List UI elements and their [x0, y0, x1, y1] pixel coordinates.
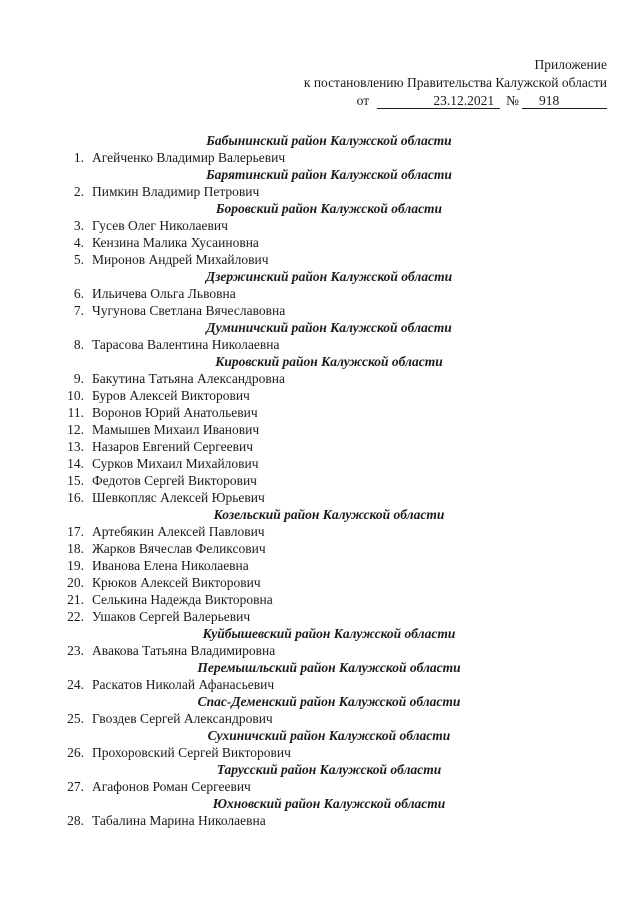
- list-item: [0, 591, 640, 608]
- list-item: [0, 302, 640, 319]
- list-item: [0, 234, 640, 251]
- person-name: Иванова Елена Николаевна: [92, 558, 249, 573]
- person-name: Федотов Сергей Викторович: [92, 473, 257, 488]
- district-heading: Юхновский район Калужской области: [212, 796, 446, 811]
- person-name: Сурков Михаил Михайлович: [92, 456, 259, 471]
- item-number: 15.: [67, 473, 84, 488]
- district-heading: Спас-Деменский район Калужской области: [197, 694, 461, 709]
- district-heading: Перемышльский район Калужской области: [197, 660, 461, 675]
- resolution-reference: [247, 92, 607, 110]
- appendix-header: [247, 56, 607, 110]
- item-number: 14.: [67, 456, 84, 471]
- item-number: 28.: [67, 813, 84, 828]
- person-name: Агафонов Роман Сергеевич: [92, 779, 251, 794]
- list-item: [0, 574, 640, 591]
- item-number: 11.: [67, 405, 84, 420]
- person-name: Гусев Олег Николаевич: [92, 218, 228, 233]
- person-name: Назаров Евгений Сергеевич: [92, 439, 253, 454]
- list-item: [0, 523, 640, 540]
- list-item: [0, 387, 640, 404]
- item-number: 12.: [67, 422, 84, 437]
- list-item: [0, 489, 640, 506]
- item-number: 25.: [67, 711, 84, 726]
- person-name: Бакутина Татьяна Александровна: [92, 371, 286, 386]
- district-heading: Дзержинский район Калужской области: [205, 269, 453, 284]
- person-name: Миронов Андрей Михайлович: [92, 252, 269, 267]
- item-number: 10.: [67, 388, 84, 403]
- list-item: [0, 778, 640, 795]
- list-item: [0, 744, 640, 761]
- appendix-title: Приложение: [534, 57, 607, 72]
- list-item: [0, 404, 640, 421]
- person-name: Селькина Надежда Викторовна: [92, 592, 273, 607]
- item-number: 24.: [67, 677, 84, 692]
- list-item: [0, 455, 640, 472]
- person-name: Авакова Татьяна Владимировна: [92, 643, 276, 658]
- item-number: 5.: [73, 252, 84, 267]
- list-item: [0, 438, 640, 455]
- item-number: 23.: [67, 643, 84, 658]
- item-number: 13.: [67, 439, 84, 454]
- list-item: [0, 421, 640, 438]
- person-name: Артебякин Алексей Павлович: [92, 524, 265, 539]
- person-name: Крюков Алексей Викторович: [92, 575, 261, 590]
- district-heading: Думиничский район Калужской области: [206, 320, 452, 335]
- district-heading: Тарусский район Калужской области: [216, 762, 442, 777]
- item-number: 2.: [73, 184, 84, 199]
- item-number: 27.: [67, 779, 84, 794]
- list-item: [0, 710, 640, 727]
- item-number: 16.: [67, 490, 84, 505]
- item-number: 1.: [73, 150, 84, 165]
- person-name: Буров Алексей Викторович: [92, 388, 250, 403]
- resolution-date: 23.12.2021: [377, 93, 500, 109]
- person-name: Прохоровский Сергей Викторович: [92, 745, 291, 760]
- district-heading: Барятинский район Калужской области: [206, 167, 452, 182]
- item-number: 18.: [67, 541, 84, 556]
- list-item: [0, 540, 640, 557]
- item-number: 26.: [67, 745, 84, 760]
- person-name: Табалина Марина Николаевна: [92, 813, 266, 828]
- item-number: 21.: [67, 592, 84, 607]
- person-name: Кензина Малика Хусаиновна: [92, 235, 259, 250]
- list-item: [0, 336, 640, 353]
- item-number: 19.: [67, 558, 84, 573]
- district-heading: Сухиничский район Калужской области: [207, 728, 451, 743]
- list-item: [0, 285, 640, 302]
- list-item: [0, 149, 640, 166]
- appendix-subtitle: к постановлению Правительства Калужской области: [303, 75, 607, 90]
- list-item: [0, 676, 640, 693]
- item-number: 22.: [67, 609, 84, 624]
- number-label: №: [506, 93, 519, 108]
- person-name: Жарков Вячеслав Феликсович: [92, 541, 266, 556]
- list-item: [0, 183, 640, 200]
- list-item: [0, 608, 640, 625]
- resolution-number: 918: [522, 93, 607, 109]
- item-number: 3.: [73, 218, 84, 233]
- item-number: 8.: [73, 337, 84, 352]
- person-name: Ильичева Ольга Львовна: [92, 286, 236, 301]
- person-name: Тарасова Валентина Николаевна: [92, 337, 280, 352]
- district-heading: Кировский район Калужской области: [215, 354, 443, 369]
- item-number: 17.: [67, 524, 84, 539]
- list-item: [0, 642, 640, 659]
- person-name: Пимкин Владимир Петрович: [92, 184, 260, 199]
- person-name: Воронов Юрий Анатольевич: [92, 405, 258, 420]
- district-heading: Куйбышевский район Калужской области: [202, 626, 456, 641]
- district-heading: Боровский район Калужской области: [215, 201, 443, 216]
- person-name: Шевкопляс Алексей Юрьевич: [92, 490, 265, 505]
- district-heading: Козельский район Калужской области: [213, 507, 445, 522]
- item-number: 6.: [73, 286, 84, 301]
- from-label: от: [356, 93, 370, 108]
- person-name: Агейченко Владимир Валерьевич: [92, 150, 286, 165]
- list-item: [0, 370, 640, 387]
- person-name: Мамышев Михаил Иванович: [92, 422, 260, 437]
- item-number: 9.: [73, 371, 84, 386]
- district-heading: Бабынинский район Калужской области: [206, 133, 452, 148]
- list-item: [0, 812, 640, 829]
- item-number: 4.: [73, 235, 84, 250]
- person-name: Чугунова Светлана Вячеславовна: [92, 303, 286, 318]
- person-name: Ушаков Сергей Валерьевич: [92, 609, 251, 624]
- list-item: [0, 251, 640, 268]
- item-number: 7.: [73, 303, 84, 318]
- person-name: Раскатов Николай Афанасьевич: [92, 677, 275, 692]
- person-name: Гвоздев Сергей Александрович: [92, 711, 273, 726]
- list-item: [0, 557, 640, 574]
- item-number: 20.: [67, 575, 84, 590]
- nominee-list: [0, 132, 640, 829]
- list-item: [0, 472, 640, 489]
- list-item: [0, 217, 640, 234]
